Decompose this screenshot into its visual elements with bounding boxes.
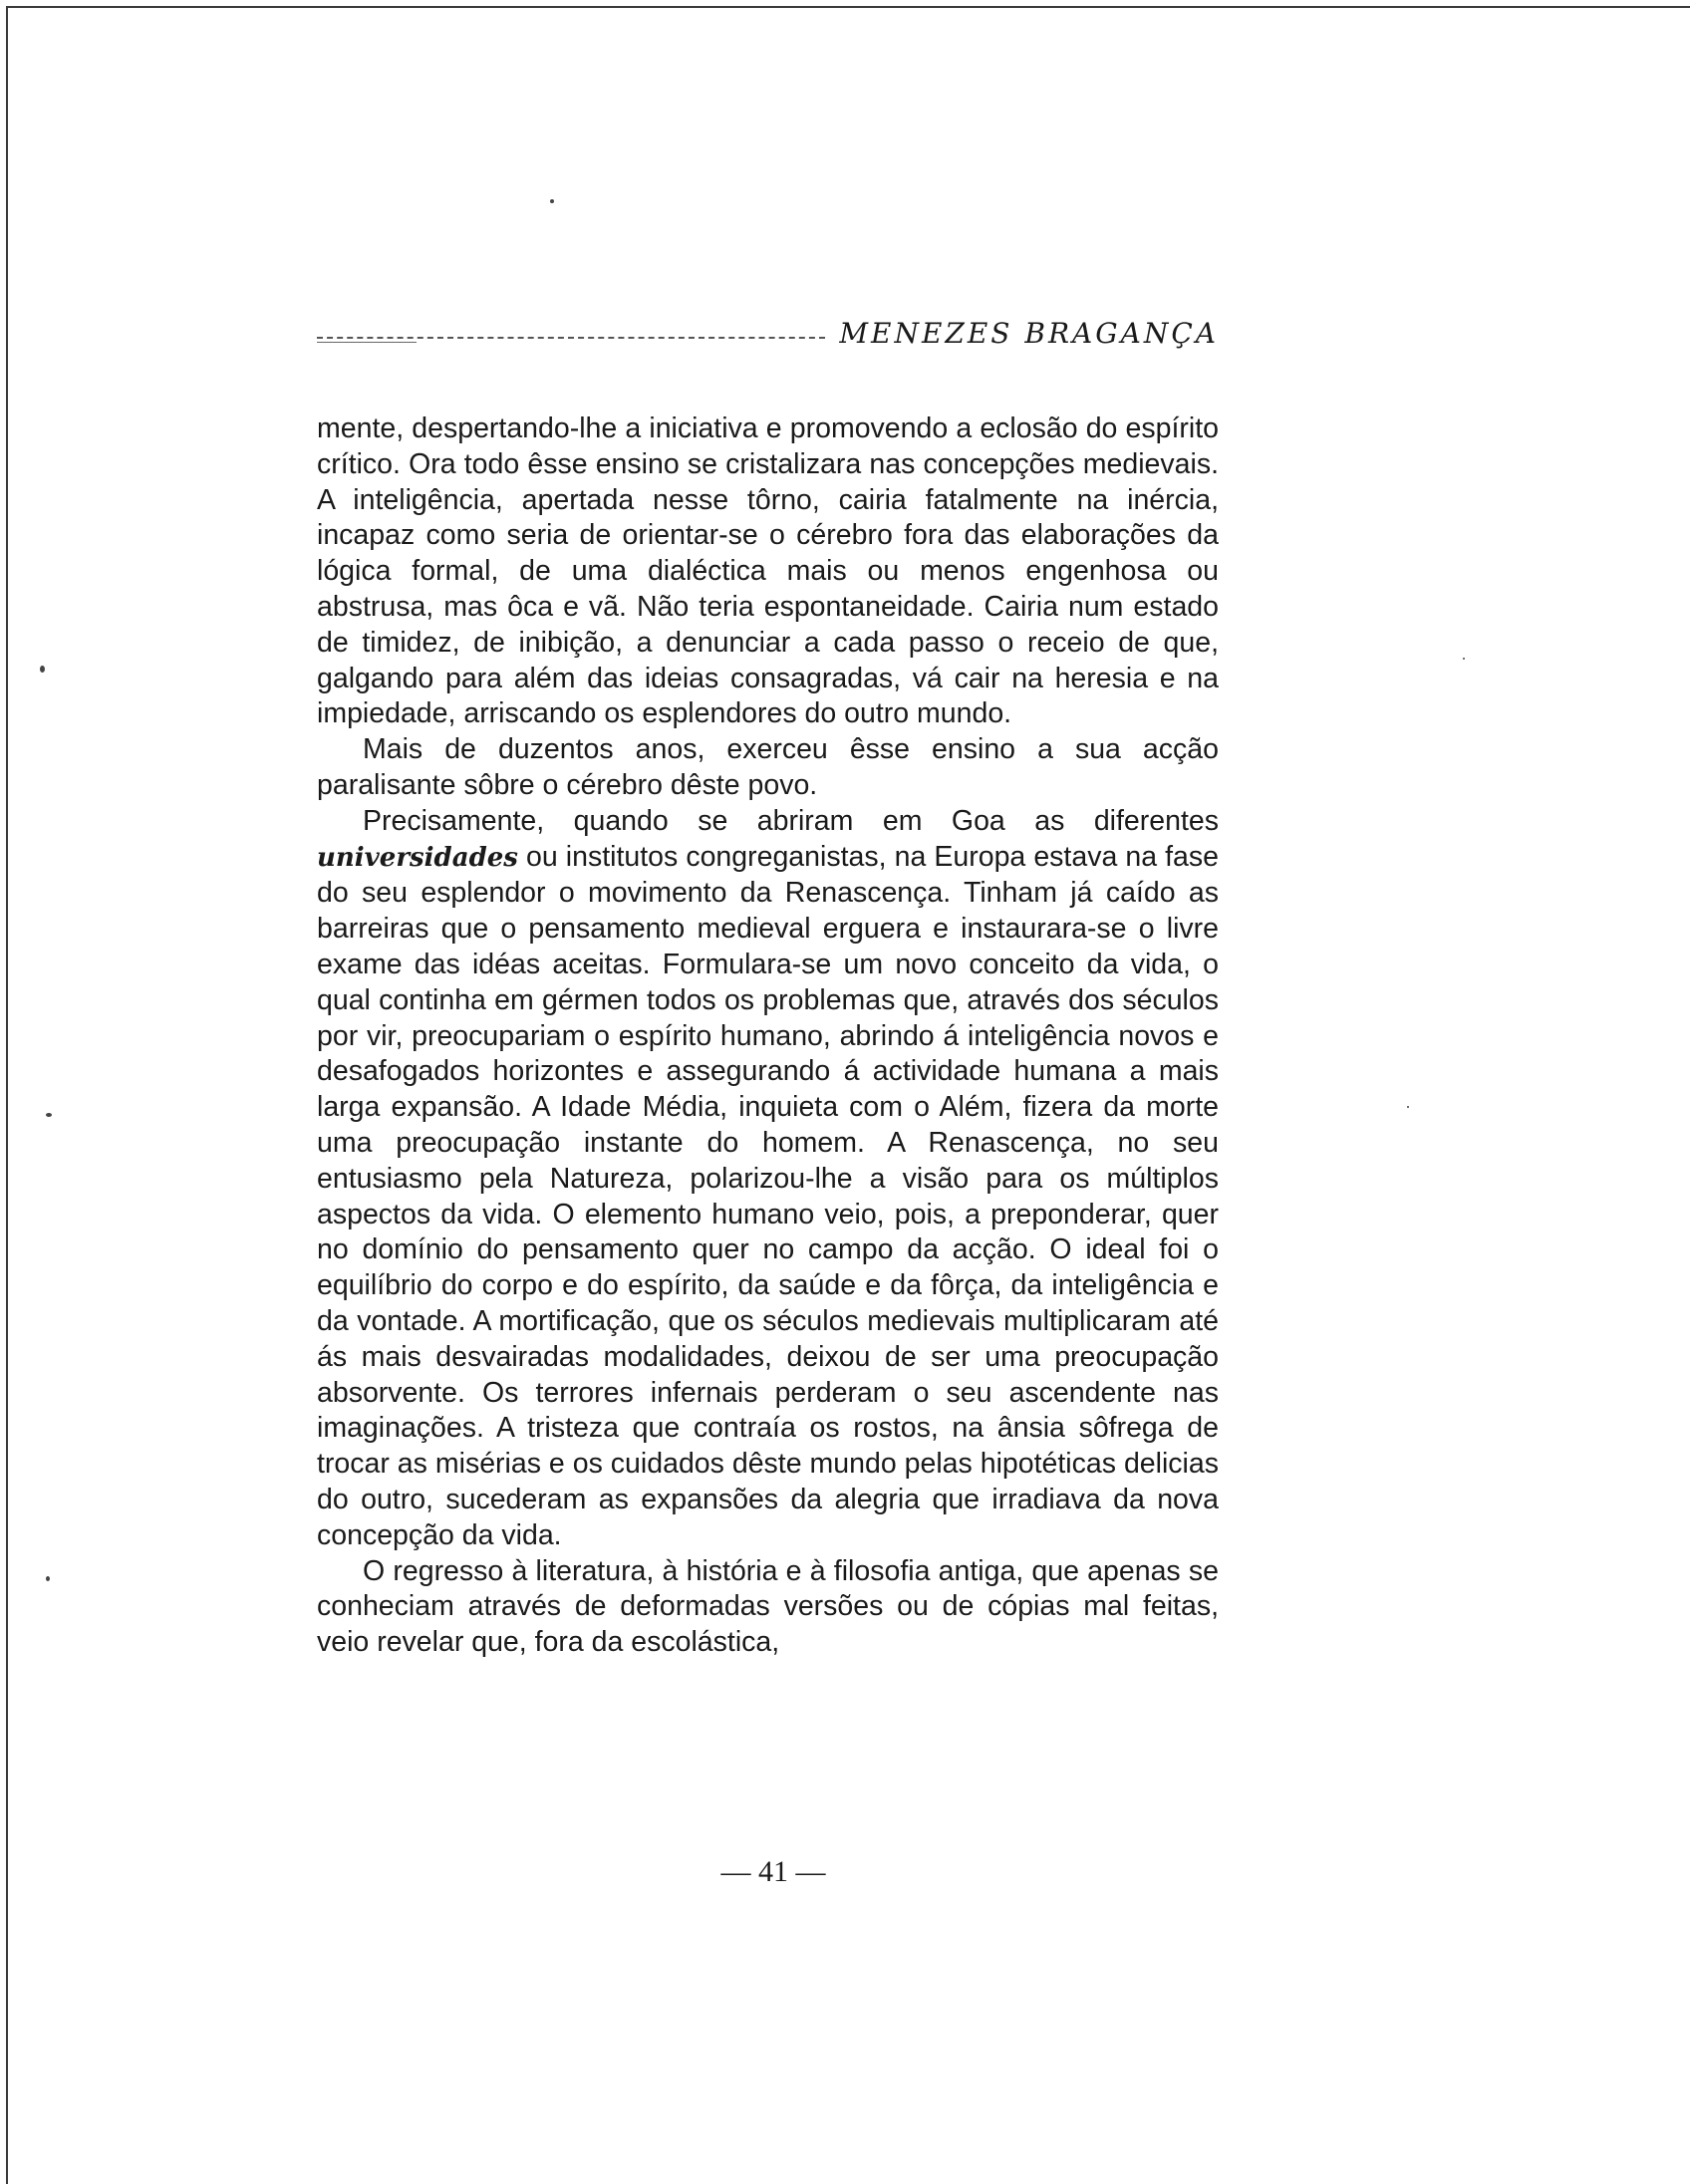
header-rule-underline bbox=[317, 342, 417, 343]
paragraph-3 bbox=[317, 804, 1219, 1554]
running-head-title: MENEZES BRAGANÇA bbox=[839, 317, 1219, 350]
paragraph-3-emphasis: universidades bbox=[317, 842, 518, 873]
header-rule bbox=[317, 337, 825, 339]
body-text bbox=[317, 411, 1219, 1661]
paragraph-3-start: Precisamente, quando se abriram em Goa as diferentes bbox=[363, 804, 1219, 837]
page-number: — 41 — bbox=[720, 1855, 826, 1888]
scan-speck bbox=[1463, 658, 1465, 660]
paragraph-2: Mais de duzentos anos, exerceu êsse ensino a sua acção paralisante sôbre o cérebro dêste povo. bbox=[317, 733, 1219, 801]
scan-speck bbox=[46, 1113, 52, 1117]
paragraph-4: O regresso à literatura, à história e à filosofia antiga, que apenas se conheciam através de deformadas versões ou de cópias mal feitas, veio revelar que, fora da escolástica, bbox=[317, 1554, 1219, 1659]
paragraph-3-rest: ou institutos congreganistas, na Europa estava na fase do seu esplendor o movimento da Renascença. Tinham já caído as barreiras que o pensamento medieval erguera e instaurara-se o livre exame das idéas aceitas. Formulara-se um novo conceito da vida, o qual continha em gérmen todos os problemas que, através dos séculos por vir, preocupariam o espírito humano, abrindo á inteligência novos e desafogados horizontes e assegurando á actividade humana a mais larga expansão. A Idade Média, inquieta com o Além, fizera da morte uma preocupação instante do homem. A Renascença, no seu entusiasmo pela Natureza, polarizou-lhe a visão para os múltiplos aspectos da vida. O elemento humano veio, pois, a preponderar, quer no domínio do pensamento quer no campo da acção. O ideal foi o equilíbrio do corpo e do espírito, da saúde e da fôrça, da inteligência e da vontade. A mortificação, que os séculos medievais multiplicaram até ás mais desvairadas modalidades, deixou de ser uma preocupação absorvente. Os terrores infernais perderam o seu ascendente nas imaginações. A tristeza que contraía os rostos, na ânsia sôfrega de trocar as misérias e os cuidados dêste mundo pelas hipotéticas delicias do outro, sucederam as expansões da alegria que irradiava da nova concepção da vida. bbox=[317, 840, 1220, 1551]
scan-speck bbox=[1407, 1106, 1409, 1108]
scan-speck bbox=[550, 199, 554, 203]
scan-frame-top bbox=[8, 6, 1690, 8]
scan-speck bbox=[40, 666, 45, 673]
scan-speck bbox=[46, 1576, 50, 1581]
running-header bbox=[317, 317, 1219, 357]
paragraph-1: mente, despertando-lhe a iniciativa e promovendo a eclosão do espírito crítico. Ora todo êsse ensino se cristalizara nas concepções medievais. A inteligência, apertada nesse tôrno, cairia fatalmente na inércia, incapaz como seria de orientar-se o cérebro fora das elaborações da lógica formal, de uma dialéctica mais ou menos engenhosa ou abstrusa, mas ôca e vã. Não teria espontaneidade. Cairia num estado de timidez, de inibição, a denunciar a cada passo o receio de que, galgando para além das ideias consagradas, vá cair na heresia e na impiedade, arriscando os esplendores do outro mundo. bbox=[317, 412, 1219, 730]
